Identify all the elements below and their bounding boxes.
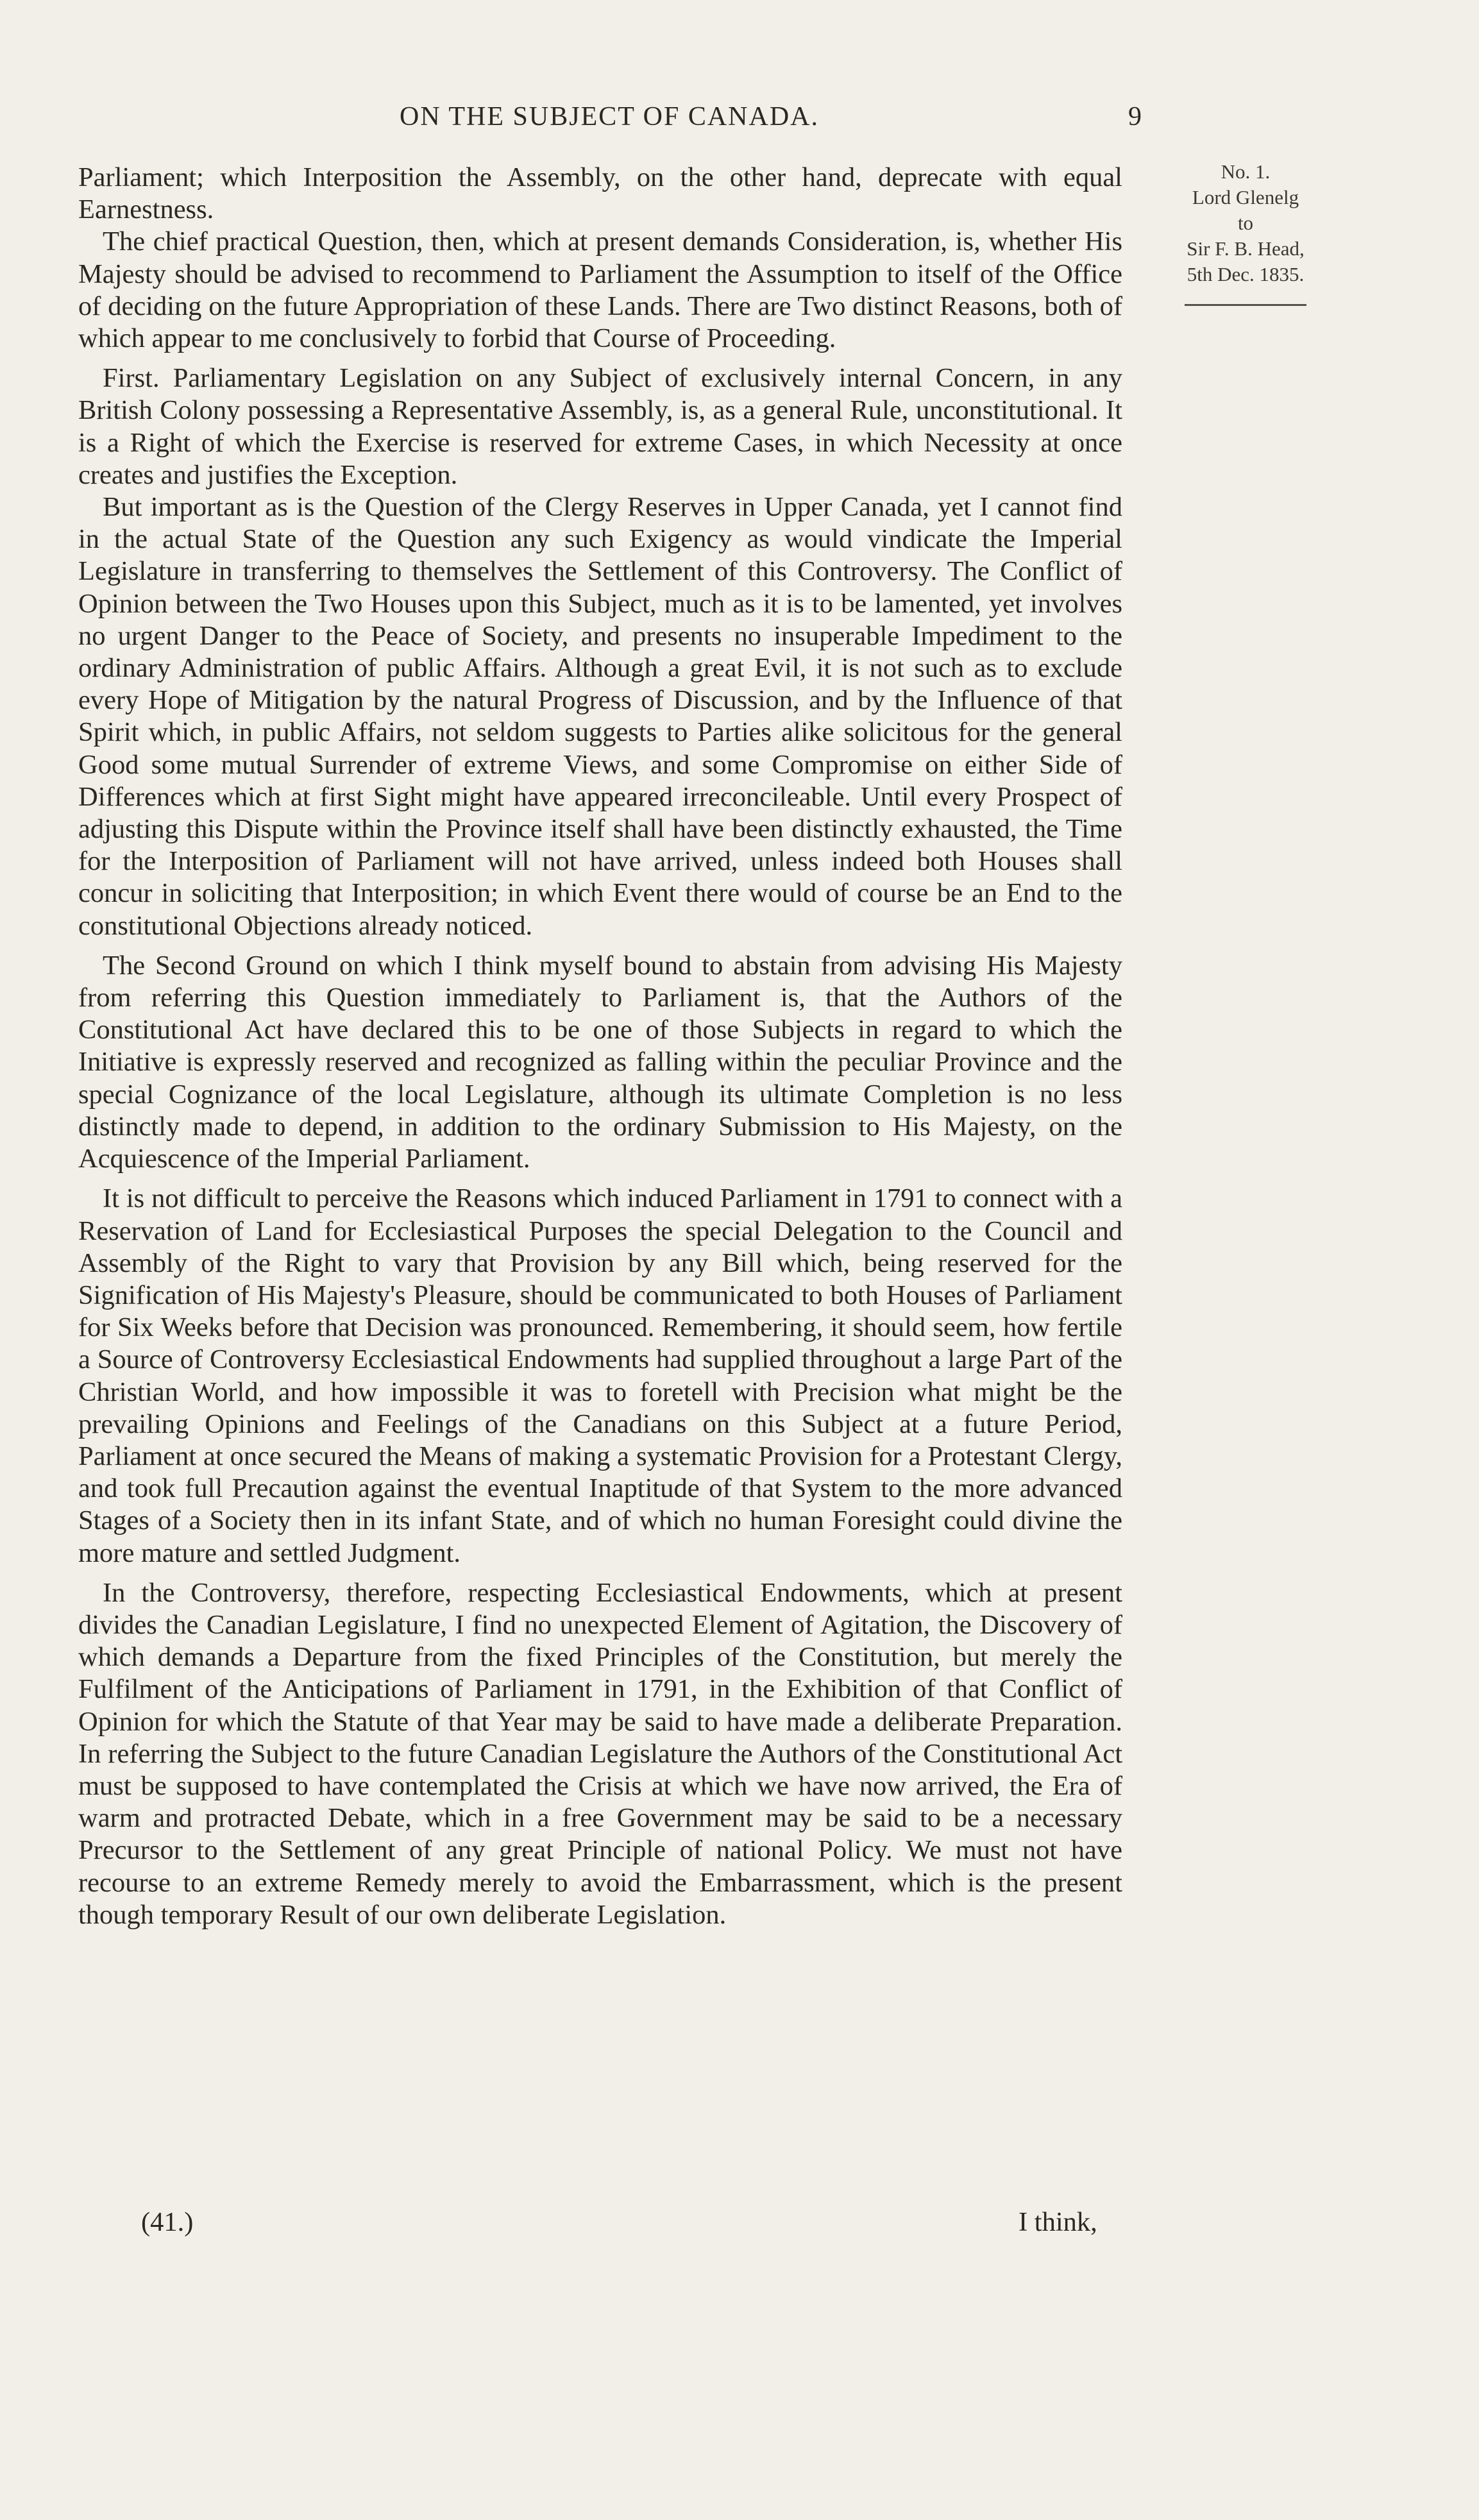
paragraph-3: First. Parliamentary Legislation on any Subject of exclusively internal Concern, in any British Colony possessing a Representative Assembly, is, as a general Rule, unconstitutional. It is a Right of which the Exercise is reserved for extreme Cases, in which Necessity at once creates and justifies the Exception. bbox=[78, 363, 1122, 490]
running-head bbox=[77, 97, 1142, 136]
paragraph-4: But important as is the Question of the Clergy Reserves in Upper Canada, yet I cannot find in the actual State of the Question any such Exigency as would vindicate the Imperial Legislature in transferring to themselves the Settlement of this Controversy. The Conflict of Opinion between the Two Houses upon this Subject, much as it is to be lamented, yet involves no urgent Danger to the Peace of Society, and presents no insuperable Impediment to the ordinary Administration of public Affairs. Although a great Evil, it is not such as to exclude every Hope of Mitigation by the natural Progress of Discussion, and by the Influence of that Spirit which, in public Affairs, not seldom suggests to Parties alike solicitous for the general Good some mutual Surrender of extreme Views, and some Compromise on either Side of Differences which at first Sight might have appeared irreconcileable. Until every Prospect of adjusting this Dispute within the Province itself shall have been distinctly exhausted, the Time for the Interposition of Parliament will not have arrived, unless indeed both Houses shall concur in soliciting that Interposition; in which Event there would of course be an End to the constitutional Objections already noticed. bbox=[78, 492, 1122, 941]
margin-note-sender: Lord Glenelg bbox=[1192, 186, 1299, 208]
paragraph-6: It is not difficult to perceive the Reasons which induced Parliament in 1791 to connect with a Reservation of Land for Ecclesiastical Purposes the special Delegation to the Council and Assembly of the Right to vary that Provision by any Bill which, being reserved for the Signification of His Majesty's Pleasure, should be communicated to both Houses of Parliament for Six Weeks before that Decision was pronounced. Remembering, it should seem, how fertile a Source of Controversy Ecclesiastical Endowments had supplied throughout a large Part of the Christian World, and how impossible it was to foretell with Precision what might be the prevailing Opinions and Feelings of the Canadians on this Subject at a future Period, Parliament at once secured the Means of making a systematic Provision for a Protestant Clergy, and took full Precaution against the eventual Inaptitude of that System to the more advanced Stages of a Society then in its infant State, and of which no human Foresight could divine the more mature and settled Judgment. bbox=[78, 1183, 1122, 1568]
paragraph-2: The chief practical Question, then, which at present demands Consideration, is, whether His Majesty should be advised to recommend to Parliament the Assumption to itself of the Office of deciding on the future Appropriation of these Lands. There are Two distinct Reasons, both of which appear to me conclusively to forbid that Course of Proceeding. bbox=[78, 226, 1122, 354]
signature-mark: (41.) bbox=[141, 2207, 194, 2237]
margin-note bbox=[1149, 159, 1342, 306]
paragraph-7: In the Controversy, therefore, respecting Ecclesiastical Endowments, which at present divides the Canadian Legislature, I find no unexpected Element of Agitation, the Discovery of which demands a Departure from the fixed Principles of the Constitution, but merely the Fulfilment of the Anticipations of Parliament in 1791, in the Exhibition of that Conflict of Opinion for which the Statute of that Year may be said to have made a deliberate Preparation. In referring the Subject to the future Canadian Legislature the Authors of the Constitutional Act must be supposed to have contemplated the Crisis at which we have now arrived, the Era of warm and protracted Debate, which in a free Government may be said to be a necessary Precursor to the Settlement of any great Principle of national Policy. We must not have recourse to an extreme Remedy merely to avoid the Embarrassment, which is the present though temporary Result of our own deliberate Legislation. bbox=[78, 1577, 1122, 1930]
paragraph-1: Parliament; which Interposition the Assembly, on the other hand, deprecate with equal Earnestness. bbox=[78, 162, 1122, 225]
catchword: I think, bbox=[1018, 2207, 1097, 2237]
body-text bbox=[78, 162, 1122, 1931]
paragraph-5: The Second Ground on which I think myself bound to abstain from advising His Majesty from referring this Question immediately to Parliament is, that the Authors of the Constitutional Act have declared this to be one of those Subjects in regard to which the Initiative is expressly reserved and recognized as falling within the peculiar Province and the special Cognizance of the local Legislature, although its ultimate Completion is no less distinctly made to depend, in addition to the ordinary Submission to His Majesty, on the Acquiescence of the Imperial Parliament. bbox=[78, 950, 1122, 1174]
margin-note-rule bbox=[1185, 304, 1306, 306]
margin-note-number: No. 1. bbox=[1221, 160, 1271, 183]
margin-note-date: 5th Dec. 1835. bbox=[1187, 263, 1305, 285]
margin-note-recipient: Sir F. B. Head, bbox=[1187, 237, 1305, 260]
running-title: ON THE SUBJECT OF CANADA. bbox=[399, 102, 820, 131]
margin-note-to: to bbox=[1237, 212, 1254, 234]
page-number: 9 bbox=[1128, 102, 1142, 131]
